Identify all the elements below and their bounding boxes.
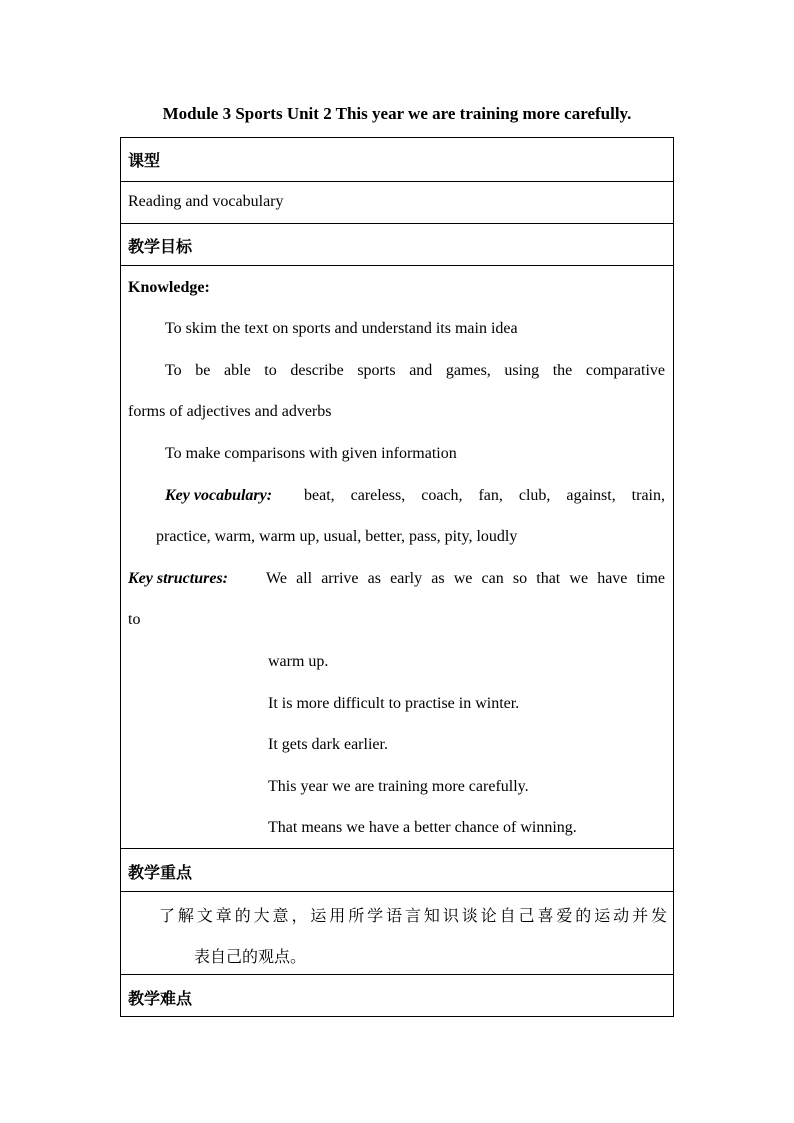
objective-3: To make comparisons with given information: [165, 445, 457, 462]
objectives-label-row: [121, 223, 673, 265]
lesson-type-value-row: [121, 181, 673, 223]
page-title: Module 3 Sports Unit 2 This year we are training more carefully.: [162, 104, 632, 123]
difficulties-label: 教学难点: [128, 989, 193, 1008]
structure-4: This year we are training more carefully.: [268, 778, 529, 795]
objectives-label: 教学目标: [128, 237, 193, 256]
key-vocabulary-line-1: beat, careless, coach, fan, club, against, train,: [304, 487, 665, 504]
key-structures-line-1b: to: [128, 611, 141, 628]
knowledge-label: Knowledge:: [128, 279, 210, 296]
key-structures-label: Key structures:: [128, 570, 228, 587]
key-vocabulary-label: Key vocabulary:: [165, 487, 273, 504]
key-vocabulary-line-2: practice, warm, warm up, usual, better, pass, pity, loudly: [156, 528, 518, 545]
difficulties-label-row: [121, 974, 673, 1016]
structure-5: That means we have a better chance of winning.: [268, 819, 577, 836]
key-points-line-1: 了解文章的大意，运用所学语言知识谈论自己喜爱的运动并发: [159, 906, 667, 925]
lesson-type-label: 课型: [128, 151, 161, 170]
key-structures-line-1: We all arrive as early as we can so that we have time: [266, 570, 665, 587]
lesson-plan-table: [120, 137, 674, 1017]
objective-1: To skim the text on sports and understand its main idea: [165, 320, 518, 337]
lesson-type-label-row: [121, 138, 673, 181]
key-points-line-2: 表自己的观点。: [194, 947, 307, 966]
key-points-label: 教学重点: [128, 863, 193, 882]
key-points-label-row: [121, 848, 673, 891]
objective-2-line-1: To be able to describe sports and games, using the comparative: [165, 362, 665, 379]
objectives-content-row: [121, 265, 673, 848]
lesson-type-value: Reading and vocabulary: [128, 193, 284, 210]
key-points-content-row: [121, 891, 673, 974]
objective-2-line-2: forms of adjectives and adverbs: [128, 403, 332, 420]
structure-3: It gets dark earlier.: [268, 736, 388, 753]
structure-2: It is more difficult to practise in winter.: [268, 695, 520, 712]
structure-1: warm up.: [268, 653, 329, 670]
